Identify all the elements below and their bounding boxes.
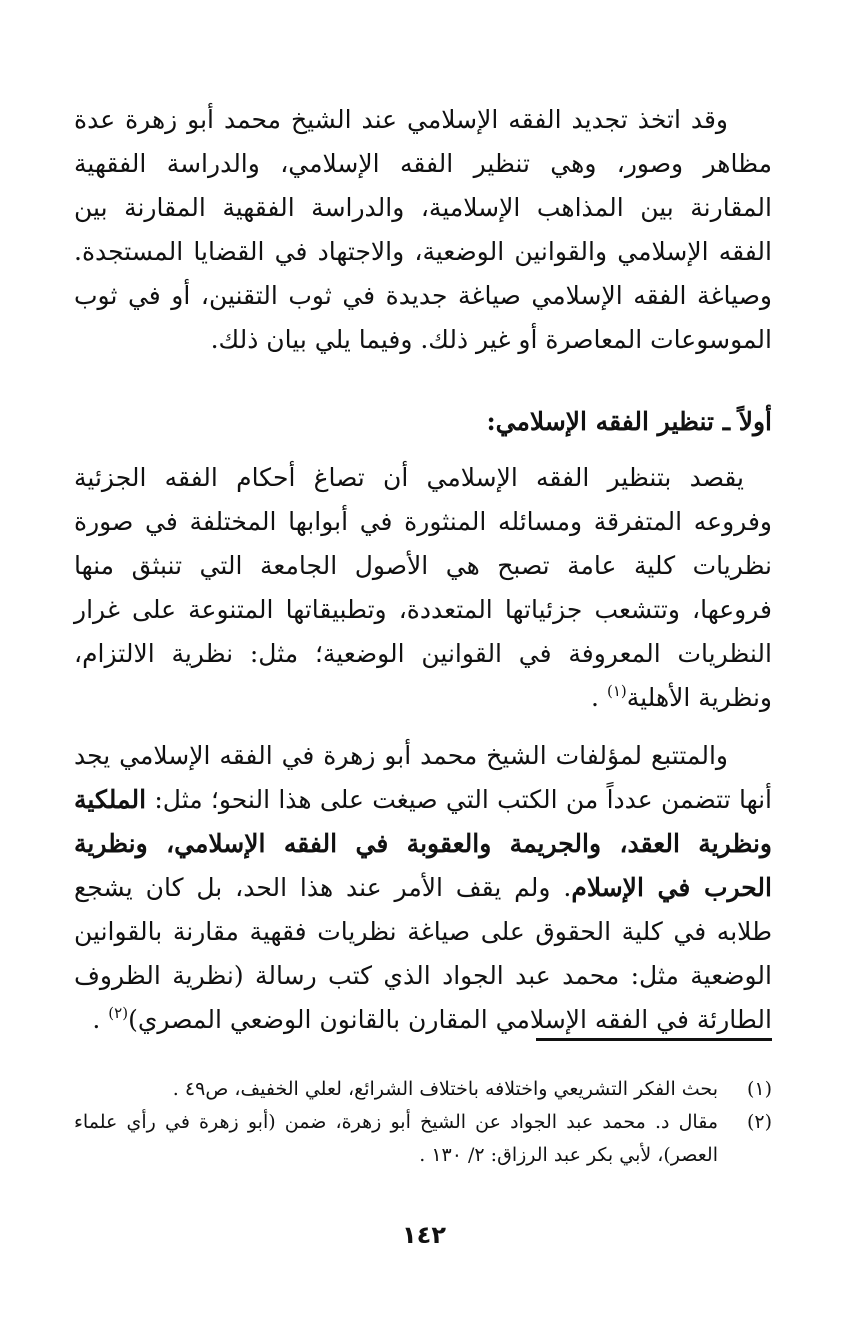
works-bold-titles: الملكية ونظرية العقد، والجريمة والعقوبة في الفقه الإسلامي، ونظرية الحرب في الإسلام (74, 785, 772, 902)
footnotes (74, 1073, 772, 1172)
definition-text: يقصد بتنظير الفقه الإسلامي أن تصاغ أحكام الفقه الجزئية وفروعه المتفرقة ومسائله المنثورة في أبوابها المختلفة في صورة نظريات كلية عامة تصبح هي الأصول الجامعة التي تنبثق منها فروعها، وتتشعب جزئياتها المتعددة، وتطبيقاتها المتنوعة على غرار النظريات المعروفة في القوانين الوضعية؛ مثل: نظرية الالتزام، ونظرية الأهلية (74, 463, 772, 712)
definition-paragraph (74, 456, 772, 720)
footnote-separator (536, 1038, 772, 1041)
intro-paragraph: وقد اتخذ تجديد الفقه الإسلامي عند الشيخ محمد أبو زهرة عدة مظاهر وصور، وهي تنظير الفقه الإسلامي، والدراسة الفقهية المقارنة بين المذاهب الإسلامية، والدراسة الفقهية المقارنة بين الفقه الإسلامي والقوانين الوضعية، والاجتهاد في القضايا المستجدة. وصياغة الفقه الإسلامي صياغة جديدة في ثوب التقنين، أو في ثوب الموسوعات المعاصرة أو غير ذلك. وفيما يلي بيان ذلك. (74, 105, 772, 354)
page-number: ١٤٢ (402, 1221, 446, 1249)
footnote-ref-2[interactable]: (٢) (108, 1004, 129, 1022)
footnote-2 (74, 1106, 772, 1172)
page-body (74, 98, 772, 1166)
works-text-start: والمتتبع لمؤلفات الشيخ محمد أبو زهرة في الفقه الإسلامي يجد أنها تتضمن عدداً من الكتب التي صيغت على هذا النحو؛ مثل: (74, 741, 772, 814)
footnote-1 (74, 1073, 772, 1106)
section-heading: أولاً ـ تنظير الفقه الإسلامي: (486, 407, 772, 436)
footnote-number: (٢) (746, 1111, 772, 1133)
works-paragraph (74, 734, 772, 1042)
footnote-text: بحث الفكر التشريعي واختلافه باختلاف الشرائع، لعلي الخفيف، ص٤٩ . (172, 1078, 718, 1100)
works-text-end: . ولم يقف الأمر عند هذا الحد، بل كان يشجع طلابه في كلية الحقوق على صياغة نظريات فقهية مقارنة بالقوانين الوضعية مثل: محمد عبد الجواد الذي كتب رسالة (نظرية الظروف الطارئة في الفقه الإسلامي المقارن بالقانون الوضعي المصري) (74, 873, 772, 1034)
footnote-text: مقال د. محمد عبد الجواد عن الشيخ أبو زهرة، ضمن (أبو زهرة في رأي علماء العصر)، لأبي بكر عبد الرزاق: ٢/ ١٣٠ . (74, 1111, 718, 1166)
definition-end: . (591, 683, 599, 712)
footnote-ref-1[interactable]: (١) (606, 682, 627, 700)
footnote-number: (١) (746, 1078, 772, 1100)
works-end: . (92, 1005, 101, 1034)
